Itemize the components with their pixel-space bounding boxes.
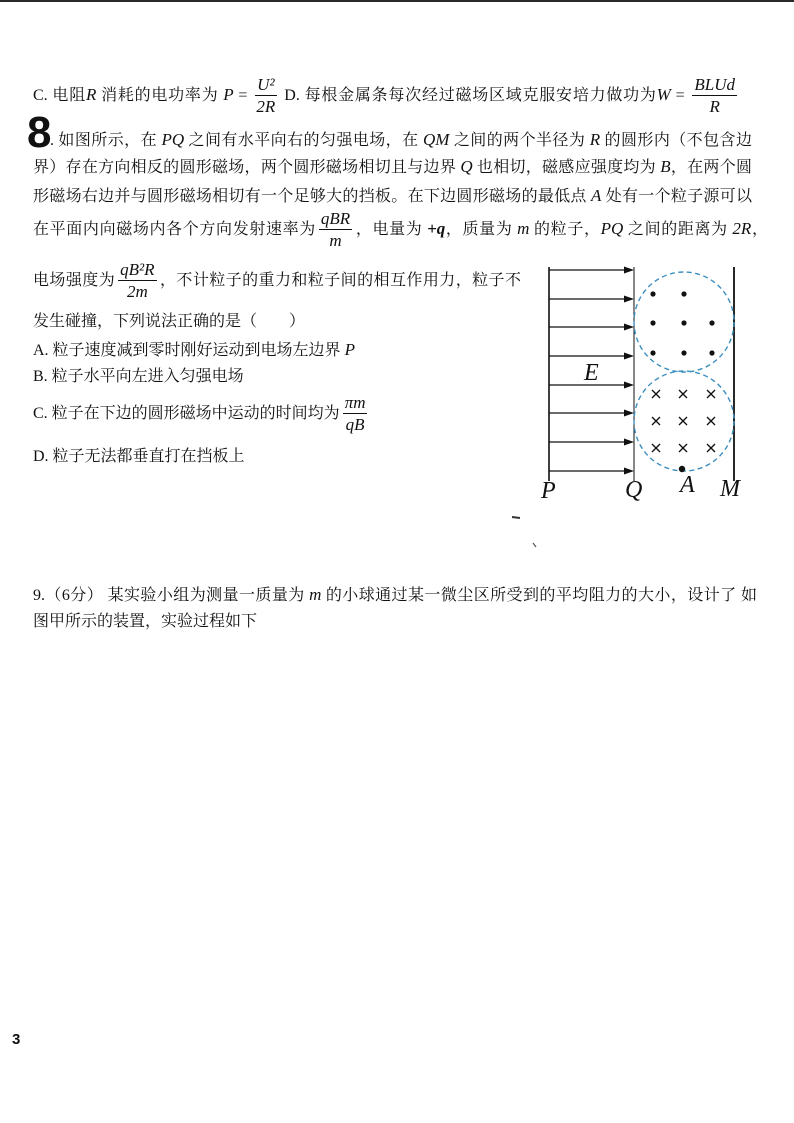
label-m: M	[720, 476, 740, 502]
option-d: D. 粒子无法都垂直打在挡板上	[33, 448, 245, 465]
field-arrow	[549, 439, 634, 446]
field-cross	[652, 417, 660, 425]
option-a-text: A. 粒子速度减到零时刚好运动到电场左边界	[33, 342, 345, 359]
fraction-numerator: qBR	[320, 209, 351, 229]
field-arrow	[549, 324, 634, 331]
stem-text: 之间的两个半径为	[449, 132, 590, 149]
prev-question-options-c-d	[33, 73, 740, 118]
question-8-stem-line-4	[33, 207, 768, 252]
field-diagram	[500, 255, 760, 555]
field-cross	[679, 417, 687, 425]
fraction-denominator: R	[709, 97, 720, 117]
point-a-variable: A	[591, 186, 602, 205]
question-9-line-2: 图甲所示的装置，实验过程如下	[33, 613, 258, 630]
field-arrow	[549, 296, 634, 303]
question-9-text: 的小球通过某一微尘区所受到的平均阻力的大小，设计了 如	[321, 587, 757, 604]
field-arrow	[549, 353, 634, 360]
stem-text: ，电量为	[355, 221, 428, 238]
label-p: P	[541, 478, 556, 504]
fraction-denominator: 2R	[256, 97, 276, 117]
question-8-stem-line-3	[33, 184, 752, 209]
power-variable: P	[223, 85, 234, 104]
fraction-numerator: qB²R	[120, 260, 155, 280]
field-dot	[709, 320, 714, 325]
question-8-stem-line-6: 发生碰撞，下列说法正确的是（ ）	[33, 313, 306, 330]
field-out-of-page-dots	[650, 291, 714, 355]
question-8-stem-line-5	[33, 259, 521, 303]
stem-text: 电场强度为	[33, 272, 116, 289]
field-dot	[681, 291, 686, 296]
region-pq-variable: PQ	[600, 219, 624, 238]
lower-magnetic-field-circle	[634, 371, 734, 471]
field-strength-fraction	[118, 261, 156, 301]
label-q: Q	[625, 477, 643, 503]
page-number: 3	[12, 1031, 21, 1048]
scan-mark	[512, 517, 520, 518]
work-formula-fraction	[692, 76, 737, 116]
question-9-text: 9.（6分） 某实验小组为测量一质量为	[33, 587, 310, 604]
stem-text: ，不计粒子的重力和粒子间的相互作用力，粒子不	[159, 272, 521, 289]
field-b-variable: B	[660, 157, 671, 176]
mass-variable: m	[517, 219, 530, 238]
scan-mark	[533, 543, 536, 547]
field-arrow	[549, 267, 634, 274]
power-formula-fraction	[255, 76, 276, 116]
option-a	[33, 338, 355, 363]
mass-variable: m	[309, 585, 322, 604]
fraction-numerator: BLUd	[694, 75, 735, 95]
stem-text: 在平面内向磁场内各个方向发射速率为	[33, 221, 316, 238]
fraction-numerator: U²	[257, 75, 275, 95]
field-dot	[709, 350, 714, 355]
label-a: A	[680, 472, 695, 498]
fraction-denominator: m	[329, 231, 342, 251]
stem-text: 的粒子，	[529, 221, 601, 238]
stem-text: 之间的距离为	[623, 221, 733, 238]
stem-text: ，在两个圆	[670, 159, 752, 176]
field-dot	[650, 291, 655, 296]
field-cross	[707, 444, 715, 452]
region-qm-variable: QM	[422, 130, 450, 149]
charge-variable: +q	[427, 219, 446, 238]
stem-text: ，	[751, 221, 768, 238]
question-9-line-1	[33, 583, 757, 608]
time-fraction	[343, 394, 368, 434]
field-cross	[707, 417, 715, 425]
field-dot	[650, 320, 655, 325]
stem-text: . 如图所示，在	[50, 132, 162, 149]
stem-text: 界）存在方向相反的圆形磁场，两个圆形磁场相切且与边界	[33, 159, 461, 176]
stem-text: 形磁场右边并与圆形磁场相切有一个足够大的挡板。在下边圆形磁场的最低点	[33, 188, 592, 205]
option-c-text: C. 粒子在下边的圆形磁场中运动的时间均为	[33, 405, 340, 422]
stem-text: 也相切，磁感应强度均为	[472, 159, 661, 176]
label-e: E	[584, 360, 599, 386]
stem-text: ，质量为	[445, 221, 518, 238]
field-into-page-crosses	[652, 390, 715, 452]
option-c-label: C. 电阻	[33, 87, 86, 104]
field-cross	[679, 444, 687, 452]
work-variable: W	[656, 85, 671, 104]
field-cross	[707, 390, 715, 398]
boundary-q-variable: Q	[460, 157, 473, 176]
speed-fraction	[319, 210, 352, 250]
field-arrow	[549, 468, 634, 475]
question-8-number: 8	[27, 108, 52, 157]
stem-text: 之间有水平向右的匀强电场，在	[184, 132, 423, 149]
option-d-text: D. 每根金属条每次经过磁场区域克服安培力做功为	[279, 87, 657, 104]
equals-sign: =	[670, 87, 690, 104]
resistor-variable: R	[85, 85, 97, 104]
field-cross	[652, 444, 660, 452]
field-dot	[681, 350, 686, 355]
field-arrow	[549, 410, 634, 417]
option-b: B. 粒子水平向左进入匀强电场	[33, 368, 244, 385]
stem-text: 的圆形内（不包含边	[600, 132, 752, 149]
question-8-stem-line-2	[33, 155, 752, 180]
boundary-p-variable: P	[344, 340, 355, 359]
field-dot	[650, 350, 655, 355]
stem-text: 处有一个粒子源可以	[601, 188, 752, 205]
field-dot	[681, 320, 686, 325]
fraction-denominator: 2m	[126, 282, 148, 302]
equals-sign: =	[233, 87, 253, 104]
fraction-numerator: πm	[344, 393, 366, 413]
option-c	[33, 392, 370, 436]
page-top-border	[0, 0, 794, 2]
region-pq-variable: PQ	[161, 130, 185, 149]
fraction-denominator: qB	[345, 415, 365, 435]
distance-variable: 2R	[732, 219, 752, 238]
field-cross	[679, 390, 687, 398]
question-8-stem-line-1	[50, 128, 752, 153]
option-c-text: 消耗的电功率为	[96, 87, 224, 104]
radius-variable: R	[589, 130, 601, 149]
field-cross	[652, 390, 660, 398]
